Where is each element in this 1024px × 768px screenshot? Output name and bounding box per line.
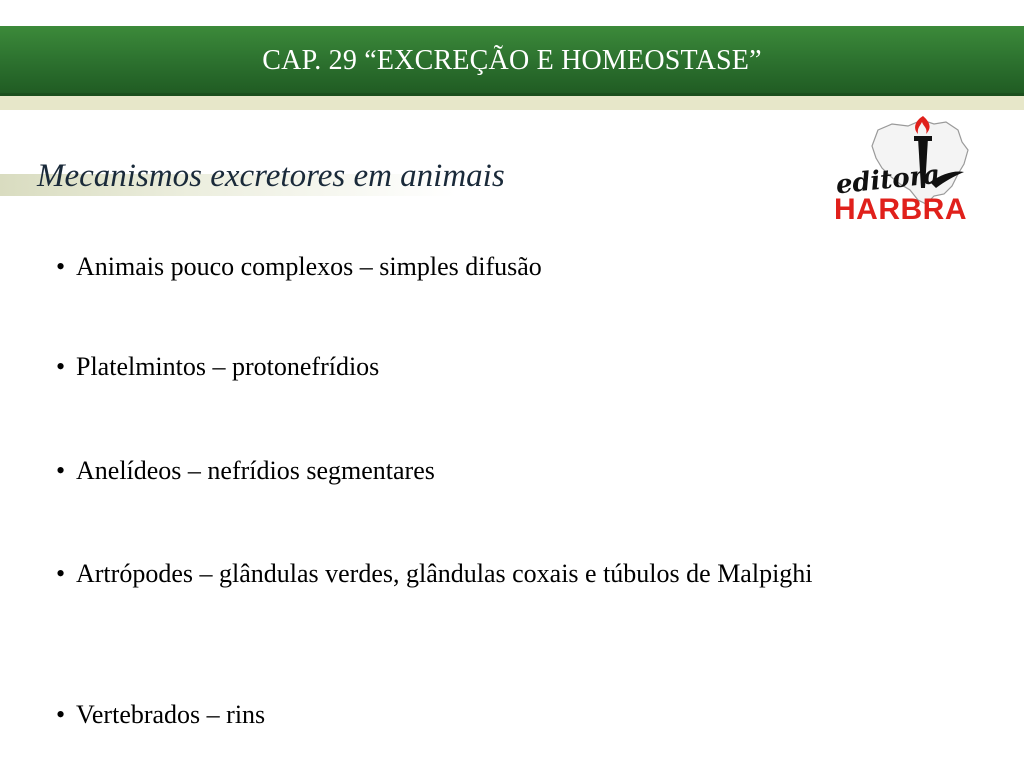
bullet-text: Vertebrados – rins xyxy=(76,700,266,729)
bullet-marker: • xyxy=(56,352,66,381)
bullet-text: Anelídeos – nefrídios segmentares xyxy=(76,456,435,485)
harbra-logo xyxy=(830,112,995,224)
bullet-marker: • xyxy=(56,456,66,485)
harbra-logo-graphic xyxy=(830,112,995,224)
bullet-text: Animais pouco complexos – simples difusão xyxy=(76,252,542,281)
bullet-item-4 xyxy=(56,555,976,593)
bullet-item-3 xyxy=(56,452,976,490)
bullet-text: Artrópodes – glândulas verdes, glândulas coxais e túbulos de Malpighi xyxy=(76,559,813,588)
bullet-item-5 xyxy=(56,696,976,734)
header-band xyxy=(0,26,1024,96)
bullet-item-1 xyxy=(56,248,976,286)
bullet-marker: • xyxy=(56,700,66,729)
bullet-marker: • xyxy=(56,252,66,281)
subheader-band xyxy=(0,96,1024,110)
bullet-text: Platelmintos – protonefrídios xyxy=(76,352,380,381)
logo-brand-text: HARBRA xyxy=(834,193,967,224)
slide-header-title: CAP. 29 “EXCREÇÃO E HOMEOSTASE” xyxy=(262,45,762,76)
bullet-item-2 xyxy=(56,348,976,386)
logo-script-text: editora xyxy=(834,159,942,201)
section-title: Mecanismos excretores em animais xyxy=(37,158,505,194)
bullet-marker: • xyxy=(56,559,66,588)
